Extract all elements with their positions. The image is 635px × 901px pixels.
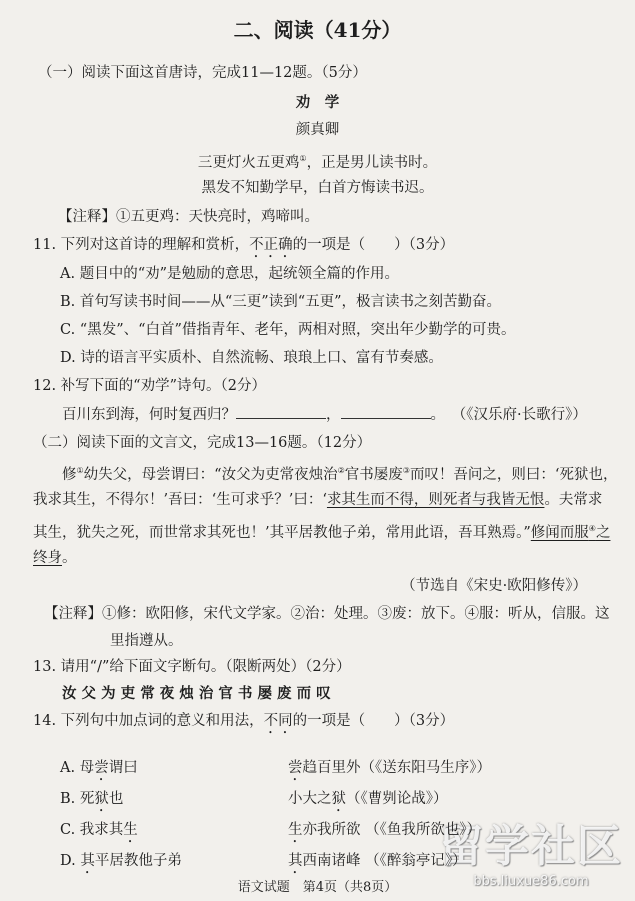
q12-stem: 12. 补写下面的“劝学”诗句。（2分） [33, 378, 266, 395]
passage-text: 官书屡废 [344, 466, 403, 483]
option-left-text: 我求其 [79, 822, 124, 838]
passage-note-2: 里指遵从。 [110, 632, 183, 649]
underlined-text: 修闻而服 [530, 524, 589, 541]
option-compare-text [288, 851, 467, 877]
q12-source: （《汉乐府·长歌行》） [459, 407, 587, 424]
emphasized-word: 狱 [94, 791, 109, 807]
underlined-sentence: 求其生而不得，则死者与我皆无恨 [326, 491, 545, 508]
passage-line-1 [62, 461, 618, 485]
q11-option-a: A. 题目中的“劝”是勉励的意思，起统领全篇的作用。 [60, 265, 400, 282]
q12-line [62, 404, 587, 425]
option-label: C. [60, 822, 80, 838]
q11-stem [33, 235, 454, 261]
passage-text: 而叹！吾问之，则曰：‘死狱也， [409, 466, 618, 483]
poem-note: 【注释】①五更鸡：天快亮时，鸡啼叫。 [58, 208, 319, 225]
note-marker: ③ [402, 466, 410, 476]
option-compare-text [288, 789, 448, 815]
option-left-text: 平居教他子弟 [94, 853, 182, 869]
poem-title: 劝 学 [295, 93, 340, 111]
q12-line-a: 百川东到海，何时复西归？ [62, 407, 236, 424]
emphasized-word: 其 [288, 853, 303, 869]
part2-heading: （二）阅读下面的文言文，完成13—16题。（12分） [33, 434, 372, 451]
passage-line-3 [33, 519, 610, 543]
option-compare-text [288, 820, 481, 846]
underlined-text: 之 [595, 524, 611, 541]
section-title: 二、阅读（41分） [233, 18, 402, 42]
q12-sep: ， [326, 407, 341, 424]
answer-blank-2[interactable] [341, 404, 431, 419]
option-compare-text [288, 758, 491, 784]
q13-text: 汝 父 为 吏 常 夜 烛 治 官 书 屡 废 而 叹 [62, 685, 331, 703]
emphasized-word: 狱 [331, 791, 346, 807]
q14-stem-a: 14. 下列句中加点词的意义和用法， [33, 713, 264, 730]
passage-source: （节选自《宋史·欧阳修传》） [401, 578, 587, 595]
underlined-sentence [531, 525, 611, 541]
q11-stem-a: 11. 下列对这首诗的理解和赏析， [33, 237, 250, 254]
option-label: A. [60, 760, 80, 776]
emphasized-word: 生 [288, 822, 303, 838]
passage-text: 其生，犹失之死，而世常求其死也！’其平居教他子弟，常用此语，吾耳熟焉。” [33, 524, 531, 541]
option-right-text: 西南诸峰 （《醉翁亭记》） [302, 853, 467, 869]
poem-line-1-a: 三更灯火五更鸡 [197, 154, 300, 171]
option-left-text: 母 [79, 760, 95, 776]
q14-emphasis: 不同 [263, 713, 293, 730]
q11-stem-b: 的一项是（ ）（3分） [292, 237, 455, 254]
underlined-text: 终身 [33, 549, 62, 566]
poem-author: 颜真卿 [295, 122, 340, 139]
part1-heading: （一）阅读下面这首唐诗，完成11—12题。（5分） [38, 65, 367, 82]
option-left-text: 谓曰 [108, 760, 138, 776]
passage-text: 修 [62, 466, 77, 483]
option-right-text: 趋百里外（《送东阳马生序》） [302, 760, 491, 776]
option-right-text: 小大之 [288, 791, 332, 807]
q11-emphasis: 不正确 [249, 237, 293, 254]
page-footer: 语文试题 第4页（共8页） [237, 880, 398, 895]
poem-line-1-b: ，正是男儿读书时。 [306, 154, 438, 171]
note-marker: ① [299, 153, 307, 163]
emphasized-word: 生 [123, 822, 138, 838]
option-left-text: 也 [108, 791, 124, 807]
q14-option-a [60, 758, 560, 784]
q14-stem [33, 711, 454, 737]
answer-blank-1[interactable] [236, 404, 326, 419]
option-label: D. [60, 853, 81, 869]
watermark-logo: 留学社区 [439, 821, 623, 872]
passage-text: 我求其生，不得尔！’吾曰：‘生可求乎？’曰：‘ [33, 491, 327, 508]
q13-stem: 13. 请用“/”给下面文字断句。（限断两处）（2分） [33, 658, 351, 675]
option-right-text: （《曹刿论战》） [346, 791, 448, 807]
passage-text: 。夫常求 [544, 491, 603, 508]
watermark-url: bbs.liuxue86.com [473, 874, 589, 889]
q11-option-b: B. 首句写读书时间——从“三更”读到“五更”，极言读书之刻苦勤奋。 [60, 293, 502, 310]
passage-text: 。 [62, 549, 77, 566]
note-marker: ④ [588, 524, 596, 533]
emphasized-word: 尝 [94, 760, 109, 776]
q14-option-c [60, 820, 560, 846]
q14-option-b [60, 789, 560, 815]
q11-option-c: C. “黑发”、“白首”借指青年、老年，两相对照，突出年少勤学的可贵。 [60, 322, 516, 339]
passage-line-2 [33, 490, 602, 510]
q12-end: 。 [430, 407, 445, 424]
option-left-text: 死 [79, 791, 95, 807]
note-marker: ② [337, 466, 345, 476]
emphasized-word: 尝 [288, 760, 303, 776]
note-marker: ① [76, 466, 84, 476]
poem-line-2: 黑发不知勤学早，白首方悔读书迟。 [201, 179, 434, 196]
poem-line-1 [0, 149, 635, 173]
emphasized-word: 其 [80, 853, 95, 869]
option-right-text: 亦我所欲 （《鱼我所欲也》） [302, 822, 482, 838]
q14-stem-b: 的一项是（ ）（3分） [292, 713, 455, 730]
passage-line-4 [33, 548, 77, 568]
option-label: B. [60, 791, 80, 807]
passage-note-1: 【注释】①修：欧阳修，宋代文学家。②治：处理。③废：放下。④服：听从，信服。这 [44, 605, 610, 622]
passage-text: 幼失父，母尝谓曰：“汝父为吏常夜烛治 [83, 466, 338, 483]
q11-option-d: D. 诗的语言平实质朴、自然流畅、琅琅上口、富有节奏感。 [60, 349, 443, 366]
q14-option-d [60, 851, 560, 877]
